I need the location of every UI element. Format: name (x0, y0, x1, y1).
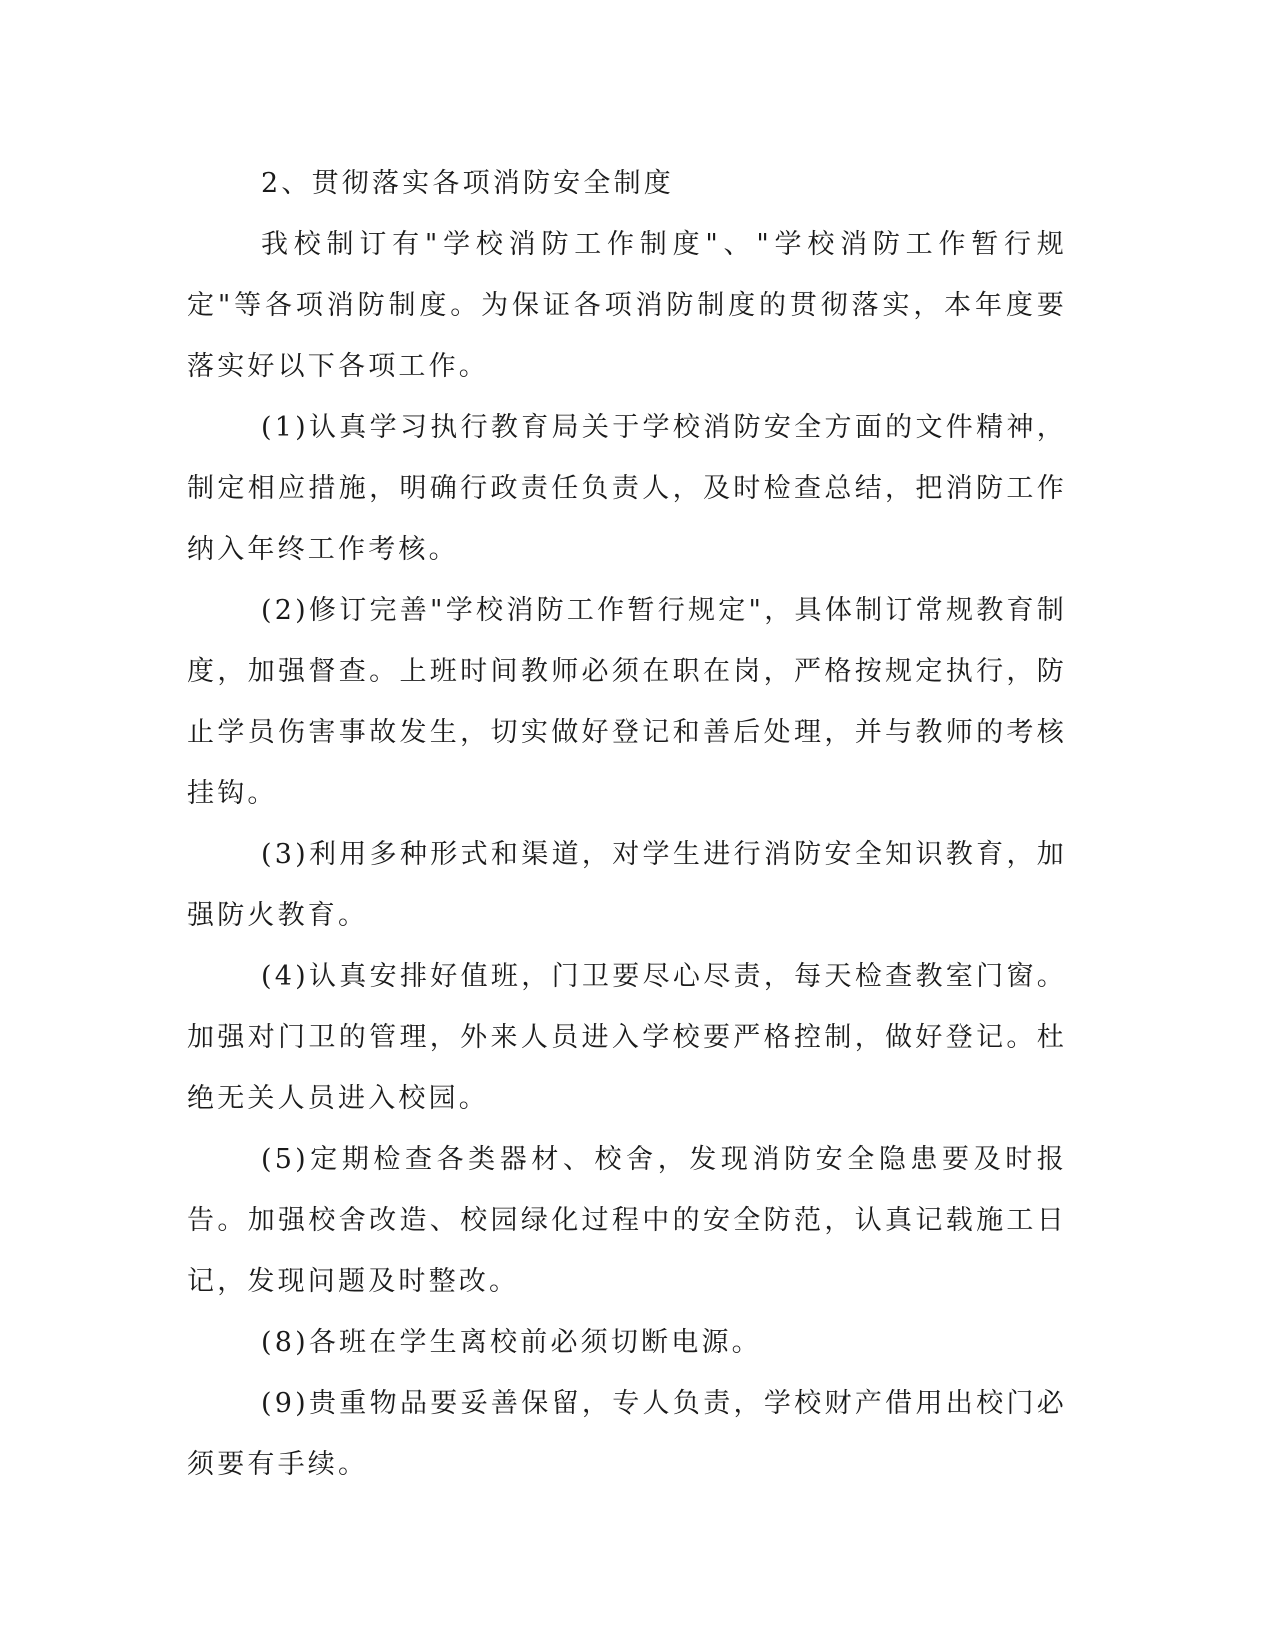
document-page (187, 153, 1067, 1495)
intro-paragraph: 我校制订有"学校消防工作制度"、"学校消防工作暂行规定"等各项消防制度。为保证各项消防制度的贯彻落实，本年度要落实好以下各项工作。 (187, 229, 1067, 382)
item-9-paragraph: (9)贵重物品要妥善保留，专人负责，学校财产借用出校门必须要有手续。 (187, 1388, 1067, 1480)
item-5-paragraph: (5)定期检查各类器材、校舍，发现消防安全隐患要及时报告。加强校舍改造、校园绿化过程中的安全防范，认真记载施工日记，发现问题及时整改。 (187, 1144, 1067, 1297)
item-1-paragraph: (1)认真学习执行教育局关于学校消防安全方面的文件精神，制定相应措施，明确行政责任负责人，及时检查总结，把消防工作纳入年终工作考核。 (187, 412, 1067, 565)
item-3-paragraph: (3)利用多种形式和渠道，对学生进行消防安全知识教育，加强防火教育。 (187, 839, 1067, 931)
item-2-paragraph: (2)修订完善"学校消防工作暂行规定"，具体制订常规教育制度，加强督查。上班时间教师必须在职在岗，严格按规定执行，防止学员伤害事故发生，切实做好登记和善后处理，并与教师的考核挂钩。 (187, 595, 1067, 809)
item-4-paragraph: (4)认真安排好值班，门卫要尽心尽责，每天检查教室门窗。加强对门卫的管理，外来人员进入学校要严格控制，做好登记。杜绝无关人员进入校园。 (187, 961, 1067, 1114)
section-heading: 2、贯彻落实各项消防安全制度 (261, 168, 674, 199)
item-8-paragraph: (8)各班在学生离校前必须切断电源。 (261, 1327, 762, 1358)
